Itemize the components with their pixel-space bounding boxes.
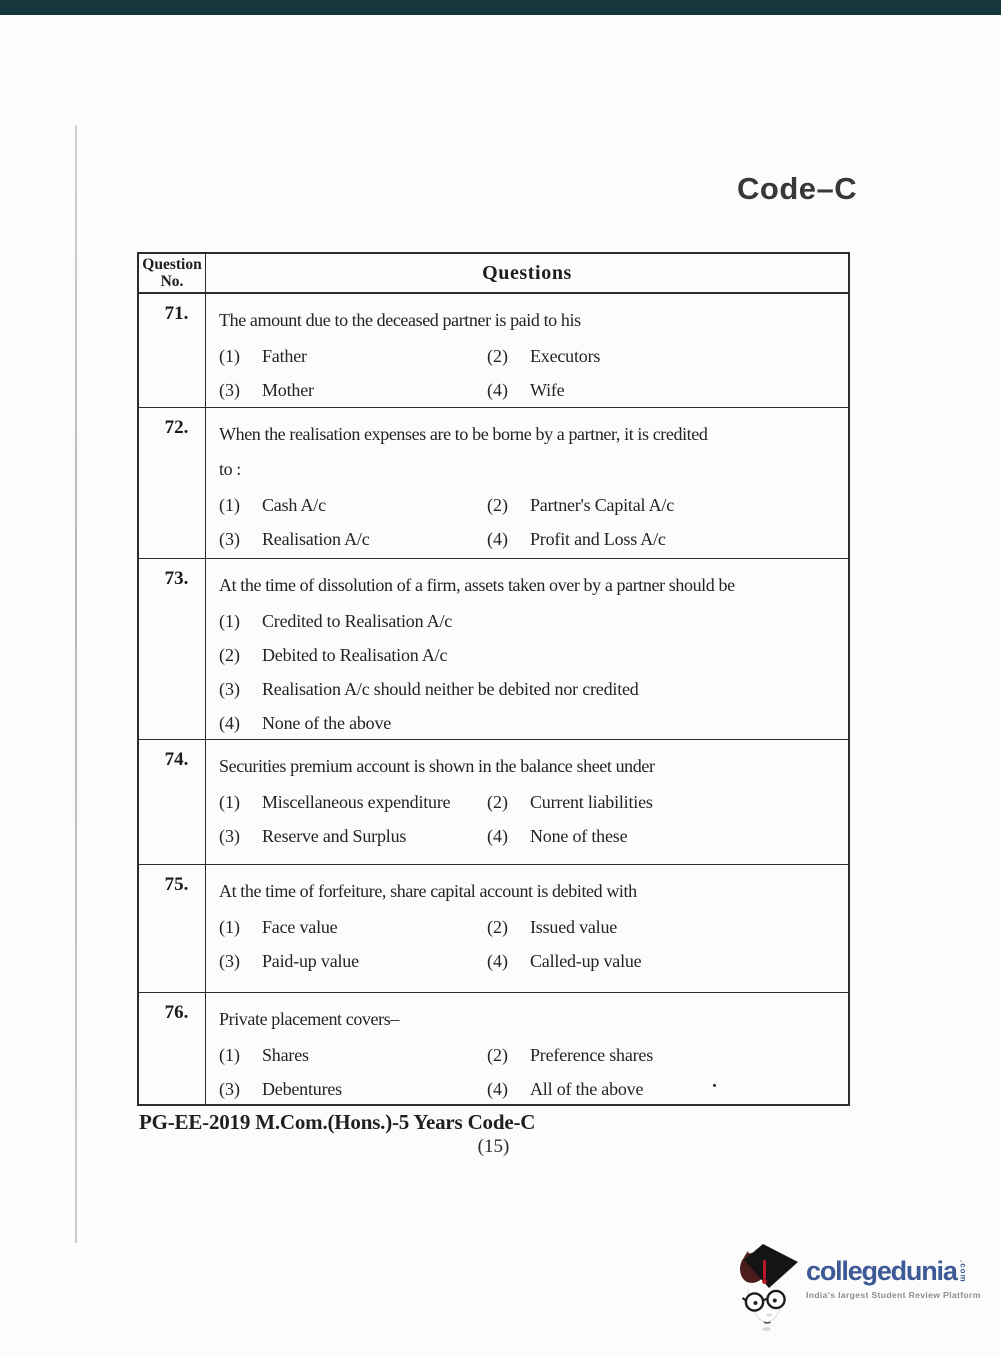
- option: [487, 917, 755, 938]
- option-row: [219, 1038, 848, 1072]
- option-number: (2): [487, 345, 508, 366]
- option-label: Called-up value: [530, 950, 642, 971]
- question-cell: [206, 993, 848, 1104]
- question-text: [219, 874, 848, 909]
- option-number: (3): [219, 950, 240, 971]
- option-number: (1): [219, 916, 240, 937]
- option-label: Debentures: [262, 1078, 342, 1099]
- option: [219, 495, 487, 516]
- option: [219, 713, 487, 734]
- option-label: All of the above: [530, 1078, 644, 1099]
- question-text: [219, 568, 848, 603]
- option-label: Miscellaneous expenditure: [262, 791, 451, 812]
- question-text: [219, 1002, 848, 1037]
- option-label: Paid-up value: [262, 950, 359, 971]
- option-label: Shares: [262, 1044, 309, 1065]
- option: [219, 380, 487, 401]
- question-text: [219, 303, 848, 338]
- option: [487, 346, 755, 367]
- option-label: Partner's Capital A/c: [530, 494, 675, 515]
- option-label: Current liabilities: [530, 791, 653, 812]
- option-number: (1): [219, 1044, 240, 1065]
- option-number: (4): [219, 712, 240, 733]
- question-cell: [206, 865, 848, 992]
- option-label: Realisation A/c should neither be debited nor credited: [262, 678, 639, 699]
- option-label: Realisation A/c: [262, 528, 370, 549]
- option-label: Mother: [262, 379, 314, 400]
- question-number: 75.: [164, 874, 189, 895]
- code-label: Code–C: [737, 171, 858, 206]
- option-number: (3): [219, 678, 240, 699]
- option-number: (1): [219, 791, 240, 812]
- question-number: 74.: [164, 749, 189, 770]
- option-row: [219, 1072, 848, 1104]
- option: [487, 495, 755, 516]
- question-number: 76.: [164, 1002, 189, 1023]
- question-text-line: to :: [219, 459, 241, 479]
- option-number: (2): [487, 494, 508, 515]
- option: [487, 1045, 755, 1066]
- top-bar: [0, 0, 1001, 15]
- option-number: (1): [219, 345, 240, 366]
- option-row: [219, 339, 848, 373]
- question-text-line: When the realisation expenses are to be borne by a partner, it is credited: [219, 424, 708, 444]
- header-questions-cell: Questions: [482, 261, 572, 284]
- option-label: Profit and Loss A/c: [530, 528, 666, 549]
- question-number: 73.: [164, 568, 189, 589]
- option-label: Cash A/c: [262, 494, 326, 515]
- question-text-line: At the time of forfeiture, share capital account is debited with: [219, 881, 637, 901]
- option: [487, 951, 755, 972]
- option-row: [219, 819, 848, 853]
- option-row: [219, 785, 848, 819]
- option-label: Preference shares: [530, 1044, 654, 1065]
- option-row: [219, 638, 848, 672]
- question-number: 72.: [164, 417, 189, 438]
- option: [219, 826, 487, 847]
- question-row: [139, 558, 848, 739]
- header-question-no-line2: No.: [160, 273, 184, 290]
- options: [219, 604, 848, 739]
- question-row: [139, 992, 848, 1104]
- question-text-line: Securities premium account is shown in the balance sheet under: [219, 756, 655, 776]
- option: [219, 1079, 487, 1100]
- question-cell: [206, 294, 848, 407]
- logo-tld-text: .com: [958, 1260, 968, 1283]
- option: [219, 529, 487, 550]
- question-cell: [206, 408, 848, 558]
- footer-exam-code: PG-EE-2019 M.Com.(Hons.)-5 Years Code-C: [139, 1110, 536, 1134]
- option-row: [219, 672, 848, 706]
- option-row: [219, 488, 848, 522]
- option: [219, 679, 639, 700]
- option-label: None of these: [530, 825, 628, 846]
- option-number: (3): [219, 379, 240, 400]
- option: [487, 380, 755, 401]
- logo-tagline: India's largest Student Review Platform: [806, 1290, 981, 1300]
- option-label: Reserve and Surplus: [262, 825, 407, 846]
- option-number: (4): [487, 528, 508, 549]
- option: [219, 917, 487, 938]
- options: [219, 910, 848, 978]
- option-label: None of the above: [262, 712, 392, 733]
- option-row: [219, 706, 848, 739]
- question-number-cell: [139, 865, 206, 992]
- option-number: (3): [219, 825, 240, 846]
- option-label: Executors: [530, 345, 601, 366]
- question-text-line: Private placement covers–: [219, 1009, 399, 1029]
- option-label: Wife: [530, 379, 565, 400]
- option-row: [219, 373, 848, 407]
- option: [487, 826, 755, 847]
- question-number-cell: [139, 740, 206, 864]
- option-number: (2): [219, 644, 240, 665]
- collegedunia-mascot-icon: [738, 1243, 802, 1333]
- question-rows: [139, 294, 848, 1104]
- option-number: (2): [487, 791, 508, 812]
- option: [487, 529, 755, 550]
- option-number: (1): [219, 494, 240, 515]
- question-text-line: The amount due to the deceased partner is paid to his: [219, 310, 581, 330]
- option-number: (2): [487, 916, 508, 937]
- option: [219, 346, 487, 367]
- option-number: (4): [487, 379, 508, 400]
- collegedunia-logo: [738, 1243, 981, 1333]
- options: [219, 1038, 848, 1104]
- table-header-row: [139, 254, 848, 294]
- question-number-cell: [139, 408, 206, 558]
- question-number: 71.: [164, 303, 189, 324]
- option-row: [219, 910, 848, 944]
- option-label: Debited to Realisation A/c: [262, 644, 448, 665]
- option: [219, 951, 487, 972]
- options: [219, 488, 848, 556]
- option-row: [219, 604, 848, 638]
- question-text: [219, 749, 848, 784]
- option-number: (4): [487, 1078, 508, 1099]
- option: [219, 792, 487, 813]
- header-question-no-cell: [139, 254, 206, 292]
- question-number-cell: [139, 294, 206, 407]
- options: [219, 785, 848, 853]
- option-number: (3): [219, 528, 240, 549]
- question-row: [139, 407, 848, 558]
- option-label: Issued value: [530, 916, 618, 937]
- question-row: [139, 294, 848, 407]
- option: [219, 645, 487, 666]
- question-text: [219, 417, 848, 487]
- option-number: (1): [219, 610, 240, 631]
- option-label: Father: [262, 345, 307, 366]
- page-number: (15): [477, 1136, 510, 1157]
- option-number: (2): [487, 1044, 508, 1065]
- header-question-no-line1: Question: [142, 256, 202, 273]
- question-number-cell: [139, 559, 206, 739]
- scan-artifact-dot: .: [712, 1070, 717, 1092]
- question-row: [139, 739, 848, 864]
- option-row: [219, 944, 848, 978]
- option-number: (3): [219, 1078, 240, 1099]
- question-text-line: At the time of dissolution of a firm, assets taken over by a partner should be: [219, 575, 735, 595]
- question-row: [139, 864, 848, 992]
- collegedunia-logo-text: [806, 1256, 981, 1300]
- option: [487, 792, 755, 813]
- option-row: [219, 522, 848, 556]
- option-number: (4): [487, 825, 508, 846]
- option: [219, 611, 487, 632]
- questions-table: [137, 252, 850, 1106]
- question-number-cell: [139, 993, 206, 1104]
- option-label: Credited to Realisation A/c: [262, 610, 453, 631]
- option-label: Face value: [262, 916, 338, 937]
- logo-brand-text: collegedunia: [806, 1256, 957, 1286]
- question-cell: [206, 740, 848, 864]
- option: [219, 1045, 487, 1066]
- page-edge-scan-line: [75, 125, 77, 1243]
- option-number: (4): [487, 950, 508, 971]
- options: [219, 339, 848, 407]
- question-cell: [206, 559, 848, 739]
